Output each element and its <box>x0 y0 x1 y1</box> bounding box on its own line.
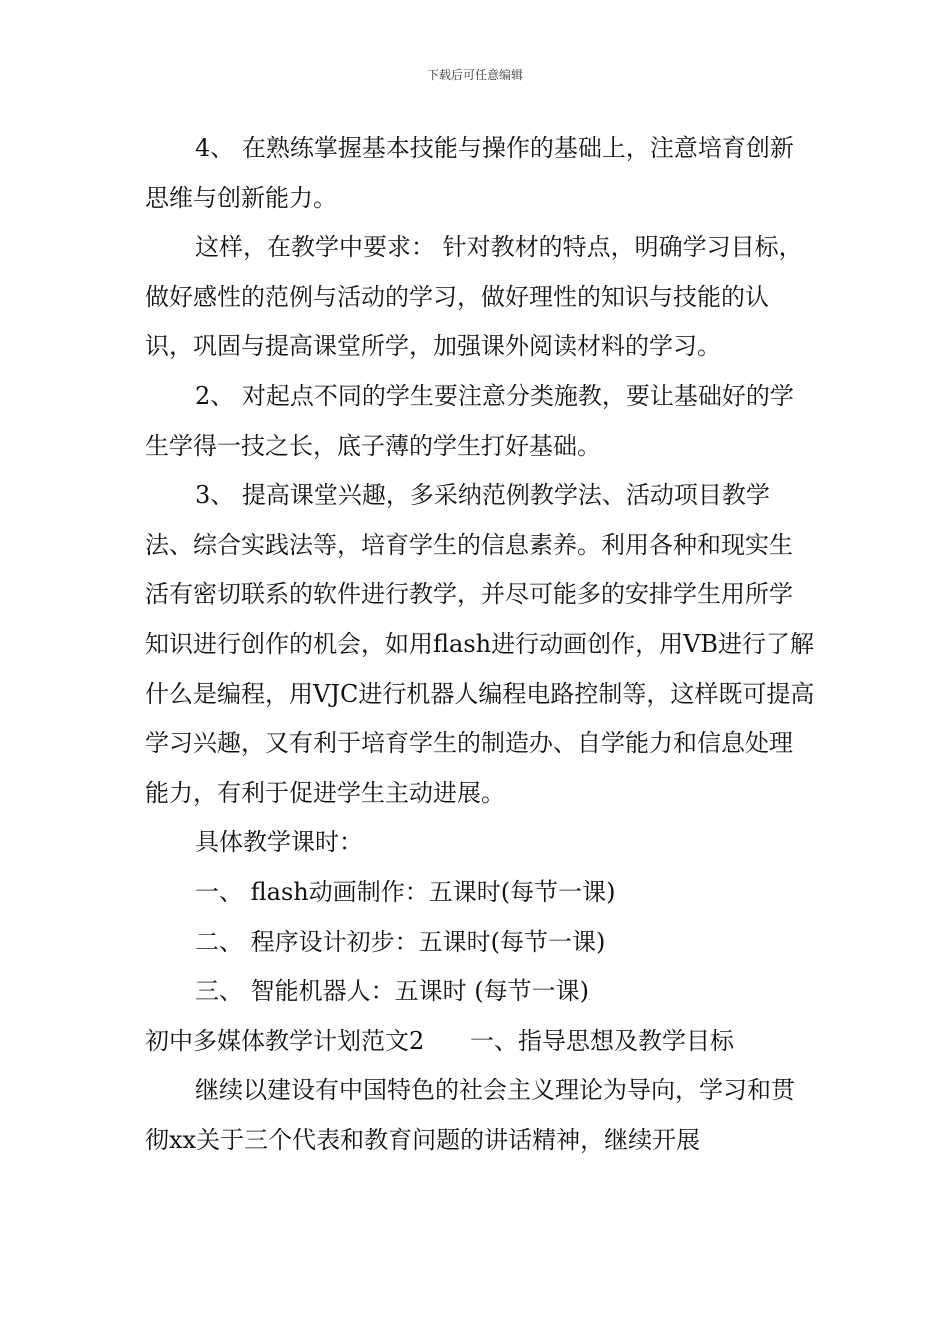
paragraph-lesson-hours: 具体教学课时： <box>195 828 363 857</box>
paragraph-item-3: 3、 提高课堂兴趣，多采纳范例教学法、活动项目教学法、综合实践法等，培育学生的信息素养。利用各种和现实生活有密切联系的软件进行教学，并尽可能多的安排学生用所学知识进行创作的机会，如用flash进行动画创作，用VB进行了解什么是编程，用VJC进行机器人编程电路控制等，这样既可提高学习兴趣，又有利于培育学生的制造办、自学能力和信息处理能力，有利于促进学生主动进展。 <box>145 481 815 807</box>
lesson-item-flash: 一、 flash动画制作：五课时(每节一课) <box>195 877 616 906</box>
paragraph-item-2: 2、 对起点不同的学生要注意分类施教，要让基础好的学生学得一技之长，底子薄的学生打好基础。 <box>145 381 794 460</box>
section-heading: 初中多媒体教学计划范文2 一、指导思想及教学目标 <box>145 1026 735 1055</box>
lesson-item-robot: 三、 智能机器人：五课时 (每节一课) <box>195 977 589 1006</box>
paragraph-item-4: 4、 在熟练掌握基本技能与操作的基础上，注意培育创新思维与创新能力。 <box>145 134 794 212</box>
paragraph-guiding-ideology: 继续以建设有中国特色的社会主义理论为导向，学习和贯彻xx关于三个代表和教育问题的讲话精神，继续开展 <box>145 1076 795 1154</box>
lesson-item-programming: 二、 程序设计初步：五课时(每节一课) <box>195 927 606 956</box>
page-header: 下载后可任意编辑 <box>426 68 523 82</box>
paragraph-requirements: 这样，在教学中要求： 针对教材的特点，明确学习目标，做好感性的范例与活动的学习，做好理性的知识与技能的认识，巩固与提高课堂所学，加强课外阅读材料的学习。 <box>145 233 803 361</box>
document-body <box>145 124 815 1165</box>
